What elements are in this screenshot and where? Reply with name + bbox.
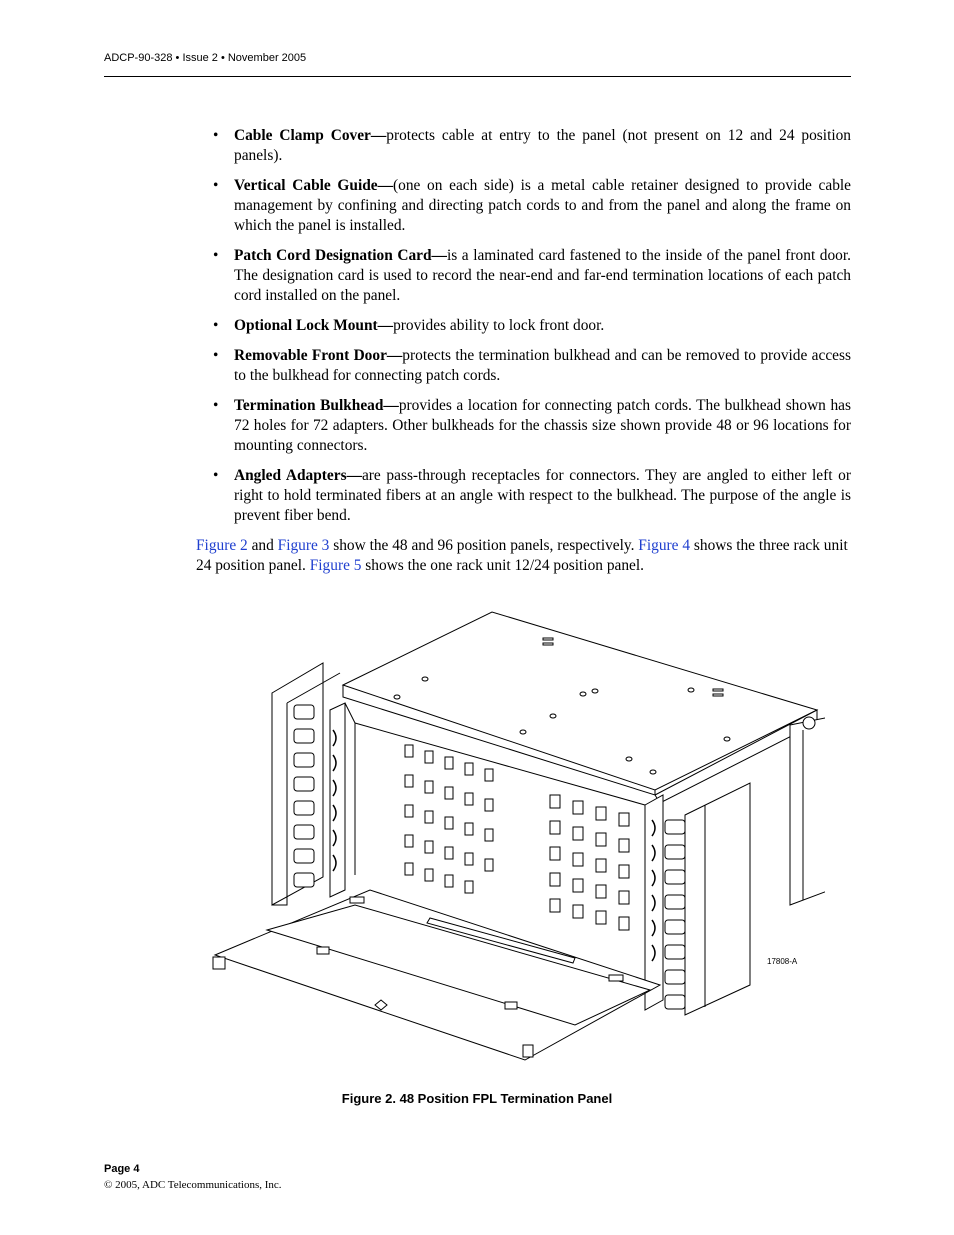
bullet-patch-cord-designation-card: • Patch Cord Designation Card—is a laminated card fastened to the inside of the panel front door. The designation card is used to record the near-end and far-end termination locations of each patch cord installed on the panel.: [213, 247, 852, 304]
component-bullet-list: [196, 126, 851, 536]
running-header: ADCP-90-328 • Issue 2 • November 2005: [104, 52, 307, 64]
paragraph-text: shows the three rack unit 24 position panel.: [196, 537, 848, 574]
paragraph-text: show the 48 and 96 position panels, respectively.: [329, 537, 639, 554]
bullet-term: Termination Bulkhead—: [234, 397, 399, 414]
bullet-text: (one on each side) is a metal cable retainer designed to provide cable management by confining and directing patch cords to and from the panel and along the frame on which the panel is installed.: [234, 177, 851, 234]
copyright-line: © 2005, ADC Telecommunications, Inc.: [104, 1179, 282, 1191]
bullet-vertical-cable-guide: • Vertical Cable Guide—(one on each side) is a metal cable retainer designed to provide cable management by confining and directing patch cords to and from the panel and along the frame on which the panel is installed.: [213, 177, 851, 234]
bullet-term: Cable Clamp Cover—: [234, 127, 387, 144]
header-rule: [104, 76, 851, 77]
bullet-text: are pass-through receptacles for connectors. They are angled to either left or right to hold terminated fibers at an angle with respect to the bulkhead. The purpose of the angle is prevent fiber bend.: [234, 467, 851, 524]
figure-2-link[interactable]: Figure 2: [196, 537, 248, 554]
figure-reference-paragraph: [196, 536, 851, 576]
termination-panel-illustration: [205, 605, 825, 1070]
paragraph-text: shows the one rack unit 12/24 position panel.: [361, 557, 645, 574]
bullet-angled-adapters: • Angled Adapters—are pass-through receptacles for connectors. They are angled to either left or right to hold terminated fibers at an angle with respect to the bulkhead. The purpose of the angle is prevent fiber bend.: [213, 467, 851, 524]
bullet-term: Angled Adapters—: [234, 467, 362, 484]
bullet-text: provides a location for connecting patch cords. The bulkhead shown has 72 holes for 72 adapters. Other bulkheads for the chassis size shown provide 48 or 96 locations for mounting connectors.: [234, 397, 851, 454]
bullet-termination-bulkhead: • Termination Bulkhead—provides a location for connecting patch cords. The bulkhead shown has 72 holes for 72 adapters. Other bulkheads for the chassis size shown provide 48 or 96 locations for mounting connectors.: [213, 397, 851, 454]
bullet-text: protects the termination bulkhead and can be removed to provide access to the bulkhead for connecting patch cords.: [234, 347, 851, 384]
figure-id-label: 17808-A: [767, 957, 798, 966]
bullet-text: is a laminated card fastened to the inside of the panel front door. The designation card is used to record the near-end and far-end termination locations of each patch cord installed on the panel.: [234, 247, 852, 304]
bullet-optional-lock-mount: • Optional Lock Mount—provides ability to lock front door.: [213, 317, 605, 334]
bullet-term: Vertical Cable Guide—: [234, 177, 394, 194]
bullet-text: protects cable at entry to the panel (not present on 12 and 24 position panels).: [234, 127, 852, 164]
page-number: Page 4: [104, 1163, 140, 1175]
bullet-term: Optional Lock Mount—: [234, 317, 394, 334]
bullet-term: Removable Front Door—: [234, 347, 403, 364]
bullet-removable-front-door: • Removable Front Door—protects the termination bulkhead and can be removed to provide access to the bulkhead for connecting patch cords.: [213, 347, 851, 384]
bullet-text: provides ability to lock front door.: [393, 317, 605, 334]
figure-4-link[interactable]: Figure 4: [638, 537, 691, 554]
figure-3-link[interactable]: Figure 3: [277, 537, 330, 554]
figure-5-link[interactable]: Figure 5: [309, 557, 362, 574]
figure-caption: Figure 2. 48 Position FPL Termination Panel: [341, 1091, 613, 1106]
bullet-term: Patch Cord Designation Card—: [234, 247, 447, 264]
paragraph-text: and: [247, 537, 278, 554]
bullet-cable-clamp-cover: • Cable Clamp Cover—protects cable at entry to the panel (not present on 12 and 24 position panels).: [213, 127, 852, 164]
